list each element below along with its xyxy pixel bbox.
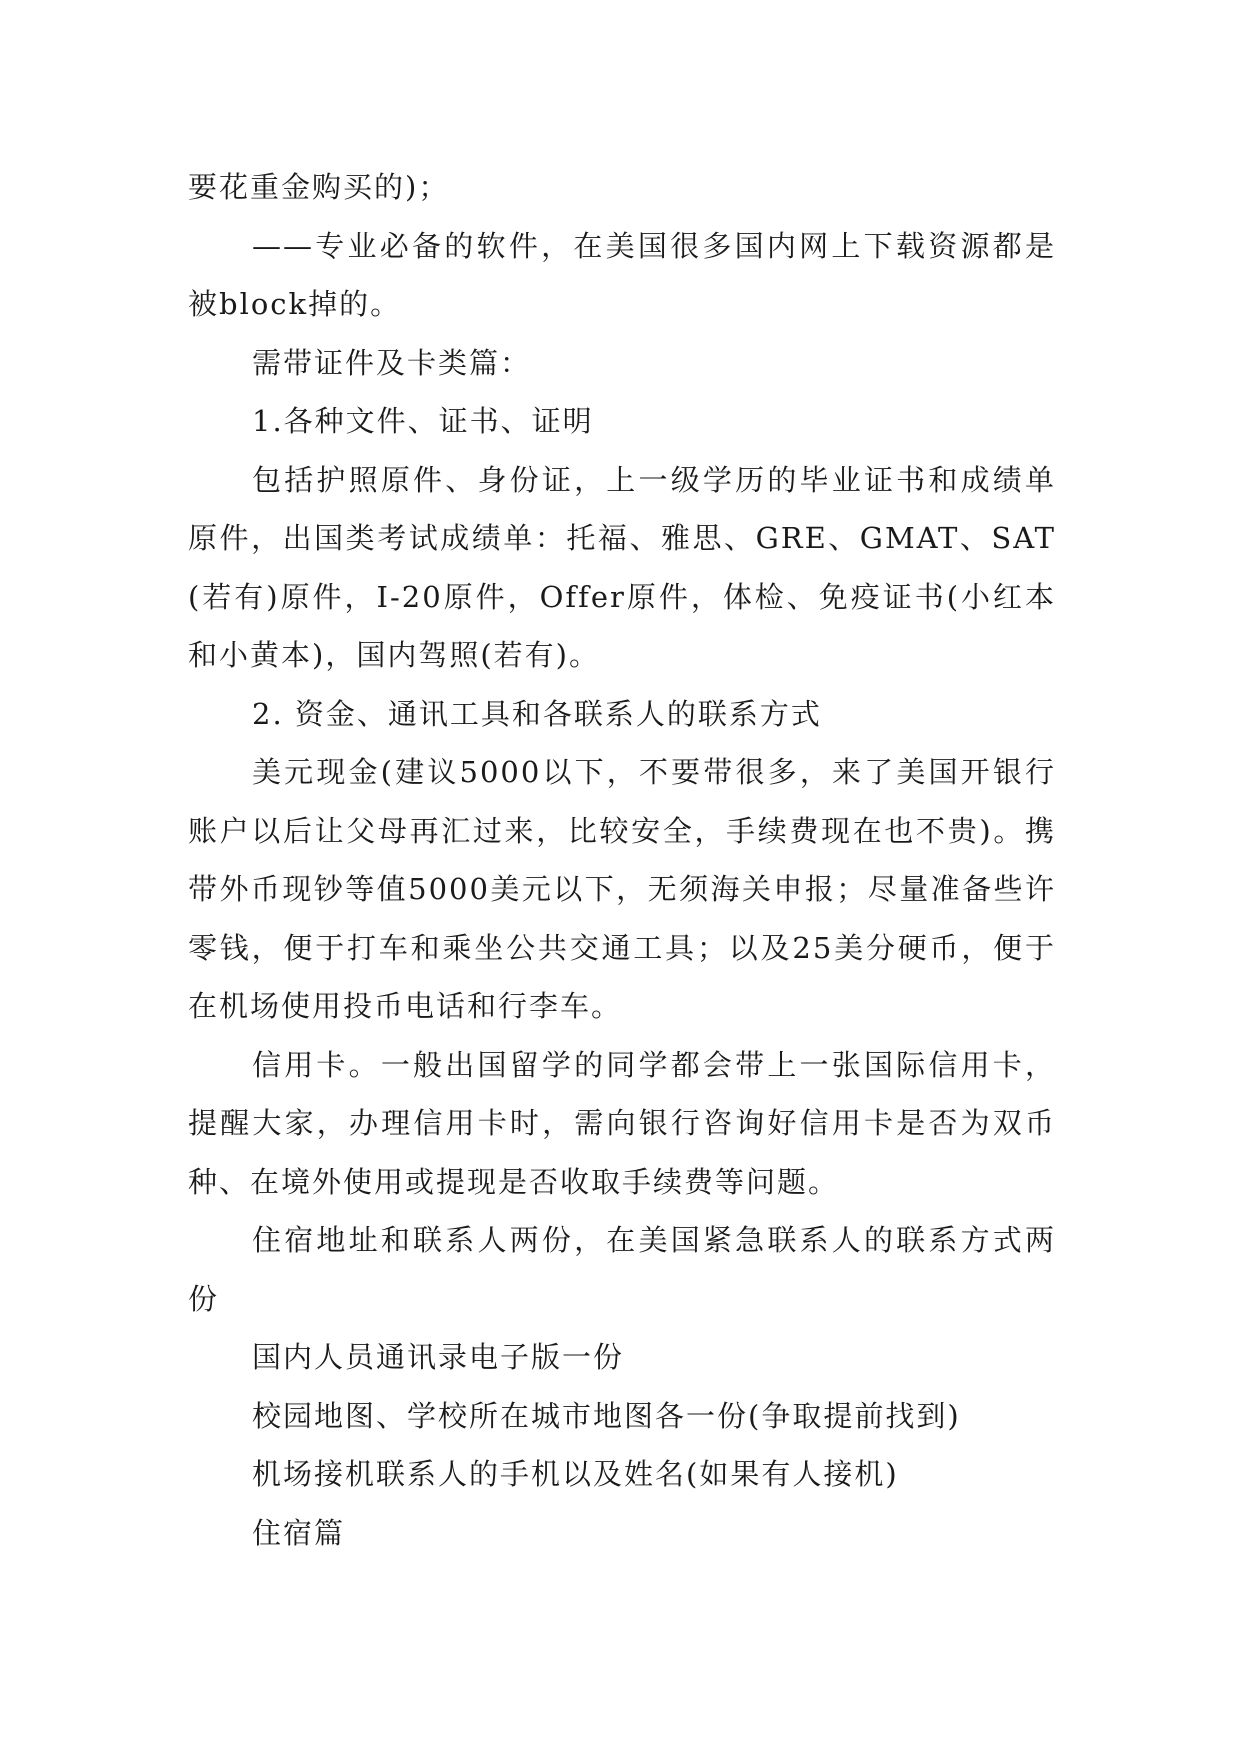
paragraph-accommodation-contacts: 住宿地址和联系人两份，在美国紧急联系人的联系方式两份 — [188, 1223, 1056, 1316]
paragraph-address-book: 国内人员通讯录电子版一份 — [252, 1340, 625, 1374]
paragraph-maps: 校园地图、学校所在城市地图各一份(争取提前找到) — [252, 1398, 961, 1433]
section-heading-accommodation: 住宿篇 — [252, 1515, 346, 1550]
paragraph-credit-card: 信用卡。一般出国留学的同学都会带上一张国际信用卡，提醒大家，办理信用卡时，需向银行咨询好信用卡是否为双币种、在境外使用或提现是否收取手续费等问题。 — [188, 1047, 1056, 1199]
document-body — [188, 158, 1056, 1562]
paragraph-documents-list: 包括护照原件、身份证，上一级学历的毕业证书和成绩单原件，出国类考试成绩单：托福、雅思、GRE、GMAT、SAT(若有)原件，I-20原件，Offer原件，体检、免疫证书(小红本和小黄本)，国内驾照(若有)。 — [188, 462, 1056, 672]
paragraph-airport-pickup: 机场接机联系人的手机以及姓名(如果有人接机) — [252, 1457, 899, 1491]
paragraph-cash: 美元现金(建议5000以下，不要带很多，来了美国开银行账户以后让父母再汇过来，比较安全，手续费现在也不贵)。携带外币现钞等值5000美元以下，无须海关申报；尽量准备些许零钱，便于打车和乘坐公共交通工具；以及25美分硬币，便于在机场使用投币电话和行李车。 — [188, 755, 1056, 1023]
paragraph-continuation: 要花重金购买的)； — [188, 170, 450, 204]
subheading-documents-certificates: 1.各种文件、证书、证明 — [252, 404, 594, 438]
section-heading-documents-cards: 需带证件及卡类篇： — [252, 345, 532, 380]
paragraph-software-note: ——专业必备的软件，在美国很多国内网上下载资源都是被block掉的。 — [188, 228, 1056, 321]
subheading-funds-contacts: 2. 资金、通讯工具和各联系人的联系方式 — [252, 696, 822, 731]
